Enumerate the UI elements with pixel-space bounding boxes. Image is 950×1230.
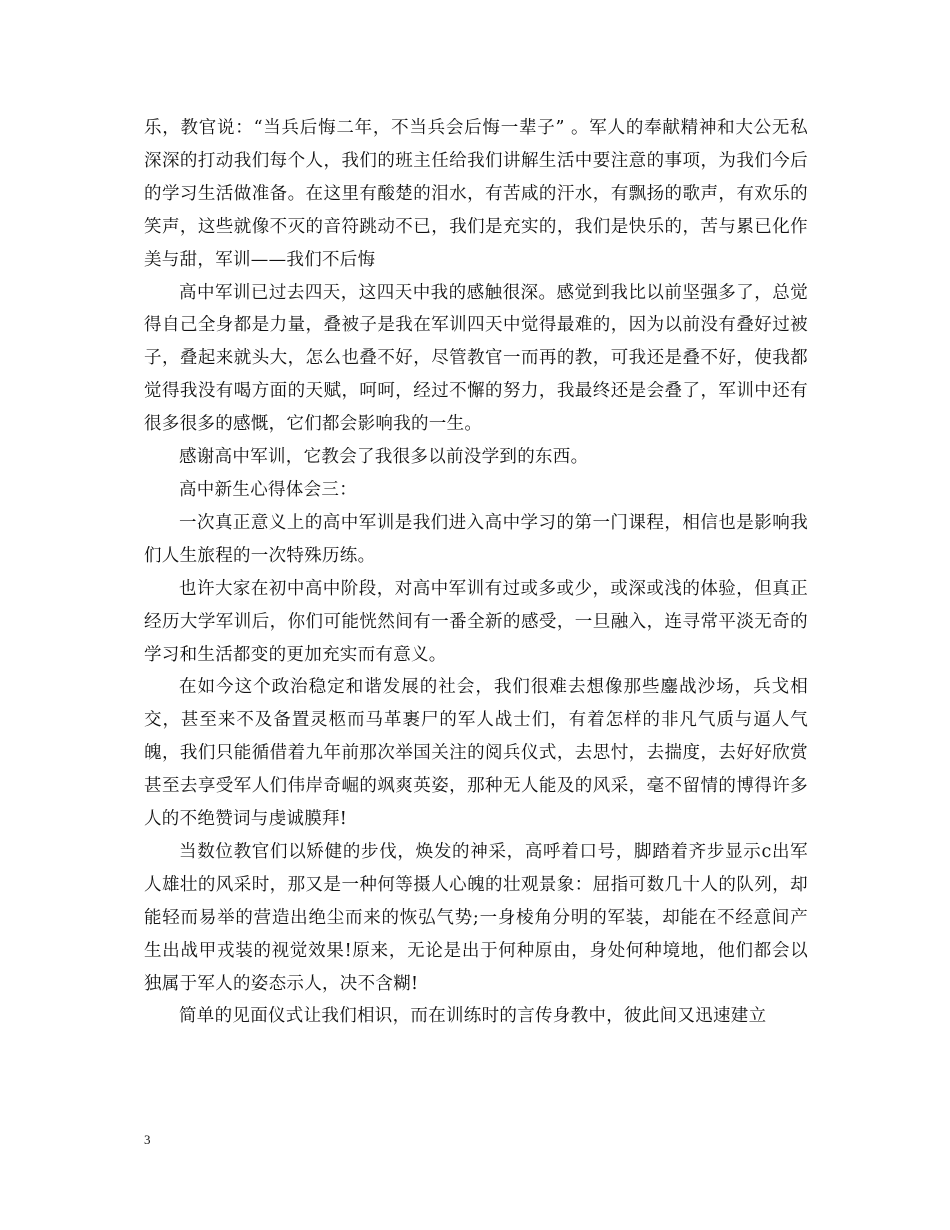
paragraph-1: 乐，教官说：“当兵后悔二年，不当兵会后悔一辈子” 。军人的奉献精神和大公无私深深的打动我们每个人，我们的班主任给我们讲解生活中要注意的事项，为我们今后的学习生活做准备。在这里有酸楚的泪水，有苦咸的汗水，有飘扬的歌声，有欢乐的笑声，这些就像不灭的音符跳动不已，我们是充实的，我们是快乐的，苦与累已化作美与甜，军训——我们不后悔 (144, 118, 808, 270)
paragraph-7: 在如今这个政治稳定和谐发展的社会，我们很难去想像那些鏖战沙场，兵戈相交，甚至来不及备置灵柩而马革裹尸的军人战士们，有着怎样的非凡气质与逼人气魄，我们只能循借着九年前那次举国关注的阅兵仪式，去思忖，去揣度，去好好欣赏甚至去享受军人们伟岸奇崛的飒爽英姿，那种无人能及的风采，毫不留情的博得许多人的不绝赞词与虔诚膜拜! (144, 677, 808, 830)
paragraph-3: 感谢高中军训，它教会了我很多以前没学到的东西。 (179, 447, 589, 468)
paragraph-5: 一次真正意义上的高中军训是我们进入高中学习的第一门课程，相信也是影响我们人生旅程的一次特殊历练。 (144, 512, 808, 566)
body-text (144, 112, 808, 1033)
paragraph-2: 高中军训已过去四天，这四天中我的感触很深。感觉到我比以前坚强多了，总觉得自己全身都是力量，叠被子是我在军训四天中觉得最难的，因为以前没有叠好过被子，叠起来就头大，怎么也叠不好，尽管教官一而再的教，可我还是叠不好，使我都觉得我没有喝方面的天赋，呵呵，经过不懈的努力，我最终还是会叠了，军训中还有很多很多的感慨，它们都会影响我的一生。 (144, 282, 808, 435)
paragraph-9: 简单的见面仪式让我们相识，而在训练时的言传身教中，彼此间又迅速建立 (179, 1006, 767, 1027)
paragraph-8: 当数位教官们以矫健的步伐，焕发的神采，高呼着口号，脚踏着齐步显示c出军人雄壮的风采时，那又是一种何等摄人心魄的壮观景象：屈指可数几十人的队列，却能轻而易举的营造出绝尘而来的恢弘气势;一身棱角分明的军装，却能在不经意间产生出战甲戎装的视觉效果!原来，无论是出于何种原由，身处何种境地，他们都会以独属于军人的姿态示人，决不含糊! (144, 841, 808, 994)
section-heading: 高中新生心得体会三： (179, 479, 357, 500)
paragraph-6: 也许大家在初中高中阶段，对高中军训有过或多或少，或深或浅的体验，但真正经历大学军训后，你们可能恍然间有一番全新的感受，一旦融入，连寻常平淡无奇的学习和生活都变的更加充实而有意义。 (144, 578, 808, 665)
page-number: 3 (144, 1132, 151, 1147)
